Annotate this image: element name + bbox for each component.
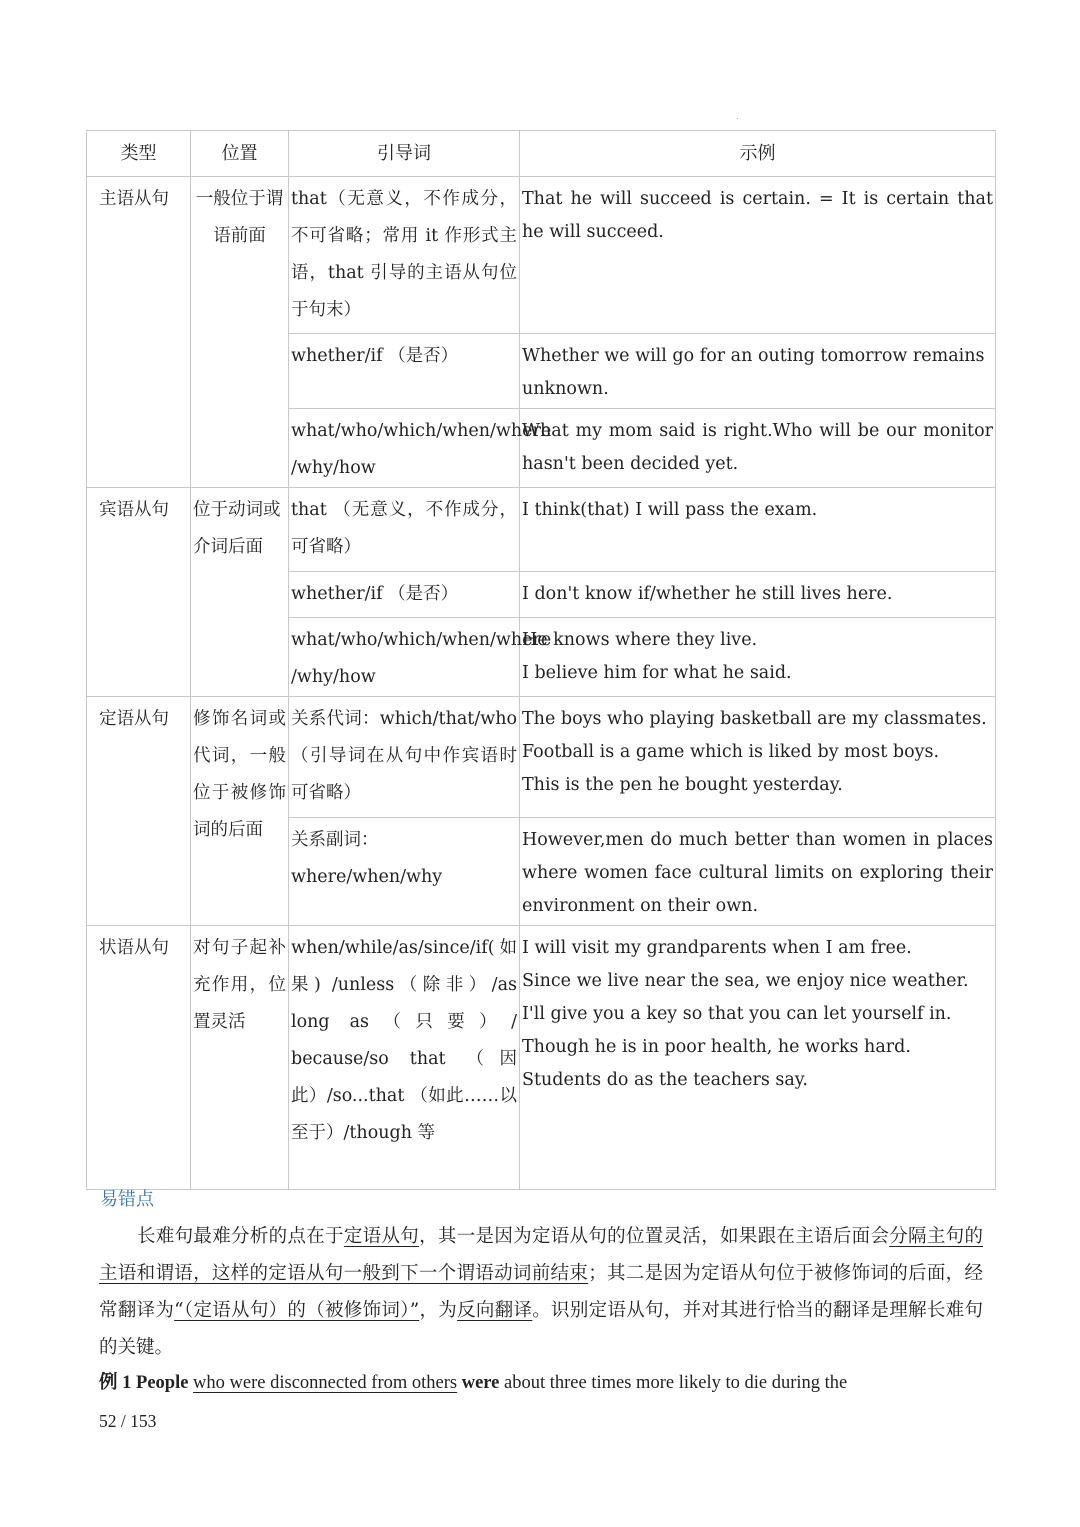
position-subject-clause: 一般位于谓语前面 <box>191 177 289 488</box>
example-sentence: This is the pen he bought yesterday. <box>522 775 843 795</box>
type-subject-clause: 主语从句 <box>87 177 191 488</box>
underlined-term: 反向翻译 <box>457 1300 533 1321</box>
underlined-term: 定语从句 <box>343 1226 420 1247</box>
type-object-clause: 宾语从句 <box>87 488 191 697</box>
example-cell <box>520 818 996 926</box>
example-cell <box>520 697 996 818</box>
intro-cell: whether/if （是否） <box>289 572 520 618</box>
example-sentence: Students do as the teachers say. <box>522 1070 808 1090</box>
intro-cell: what/who/which/when/where /why/how <box>289 409 520 488</box>
section-heading: 易错点 <box>100 1189 154 1210</box>
example-cell <box>520 572 996 618</box>
table-row <box>87 177 996 334</box>
intro-cell: that（无意义，不作成分，不可省略；常用 it 作形式主语，that 引导的主语从句位于句末） <box>289 177 520 334</box>
paragraph-text: 。识别定语从句，并对其进行恰当的翻译是理解长难句的关键。 <box>99 1300 983 1358</box>
example-sentence: What my mom said is right.Who will be our monitor hasn't been decided yet. <box>522 421 993 474</box>
clause-table <box>86 130 996 1190</box>
example-cell <box>520 409 996 488</box>
example-cell <box>520 177 996 334</box>
page-number: 52 / 153 <box>99 1411 157 1431</box>
intro-cell: that （无意义，不作成分，可省略） <box>289 488 520 572</box>
example-sentence: I'll give you a key so that you can let yourself in. <box>522 1004 952 1024</box>
position-adverbial-clause: 对句子起补充作用，位置灵活 <box>191 926 289 1190</box>
body-paragraph <box>99 1218 983 1366</box>
page-mark: . <box>736 112 739 121</box>
underlined-phrase: 分隔主句的主语和谓语，这样的定语从句一般到下一个谓语动词前结束 <box>99 1226 983 1284</box>
intro-cell: 关系副词：where/when/why <box>289 818 520 926</box>
intro-cell: what/who/which/when/where /why/how <box>289 618 520 697</box>
intro-cell: whether/if （是否） <box>289 334 520 409</box>
example-sentence: Football is a game which is liked by most boys. <box>522 742 940 762</box>
example-sentence: The boys who playing basketball are my classmates. <box>522 709 987 729</box>
example-cell <box>520 618 996 697</box>
example-1-line <box>99 1366 989 1400</box>
paragraph-text: ，为 <box>419 1300 458 1321</box>
intro-cell: 关系代词：which/that/who（引导词在从句中作宾语时可省略） <box>289 697 520 818</box>
table-row <box>87 697 996 818</box>
example-sentence: That he will succeed is certain. = It is certain that he will succeed. <box>522 189 993 242</box>
example-sentence: I don't know if/whether he still lives here. <box>522 584 893 604</box>
paragraph-text: ；其二是因为定语从句位于被修饰词的后面，经常翻译为 <box>99 1263 983 1321</box>
intro-cell: when/while/as/since/if(如果) /unless（除非）/as long as（只要）/ because/so that （因此）/so...that （如此……以至于）/though 等 <box>289 926 520 1190</box>
example-sentence: Though he is in poor health, he works hard. <box>522 1037 911 1057</box>
table-header-row <box>87 131 996 177</box>
table-row <box>87 488 996 572</box>
header-type: 类型 <box>87 131 191 177</box>
example-sentence: I think(that) I will pass the exam. <box>522 500 818 520</box>
example-verb: were <box>461 1373 500 1393</box>
example-cell <box>520 926 996 1190</box>
example-sentence: I believe him for what he said. <box>522 663 792 683</box>
position-attributive-clause: 修饰名词或代词，一般位于被修饰词的后面 <box>191 697 289 926</box>
paragraph-text: 长难句最难分析的点在于 <box>137 1226 344 1247</box>
type-attributive-clause: 定语从句 <box>87 697 191 926</box>
paragraph-text: ，其一是因为定语从句的位置灵活，如果跟在主语后面会 <box>419 1226 890 1247</box>
type-adverbial-clause: 状语从句 <box>87 926 191 1190</box>
example-clause: who were disconnected from others <box>193 1373 458 1393</box>
underlined-phrase: “（定语从句）的（被修饰词）” <box>174 1300 420 1321</box>
example-sentence: However,men do much better than women in places where women face cultural limits on exploring their environment on their own. <box>522 830 993 916</box>
example-sentence: Whether we will go for an outing tomorrow remains unknown. <box>522 346 985 399</box>
example-sentence: I will visit my grandparents when I am free. <box>522 938 912 958</box>
header-introducer: 引导词 <box>289 131 520 177</box>
example-cell <box>520 334 996 409</box>
example-label: 例 1 <box>99 1373 137 1393</box>
header-position: 位置 <box>191 131 289 177</box>
example-sentence: Since we live near the sea, we enjoy nice weather. <box>522 971 969 991</box>
position-object-clause: 位于动词或介词后面 <box>191 488 289 697</box>
example-rest: about three times more likely to die during the <box>504 1373 848 1393</box>
example-cell <box>520 488 996 572</box>
table-row <box>87 926 996 1190</box>
header-example: 示例 <box>520 131 996 177</box>
example-subject: People <box>136 1373 189 1393</box>
example-sentence: He knows where they live. <box>522 630 758 650</box>
